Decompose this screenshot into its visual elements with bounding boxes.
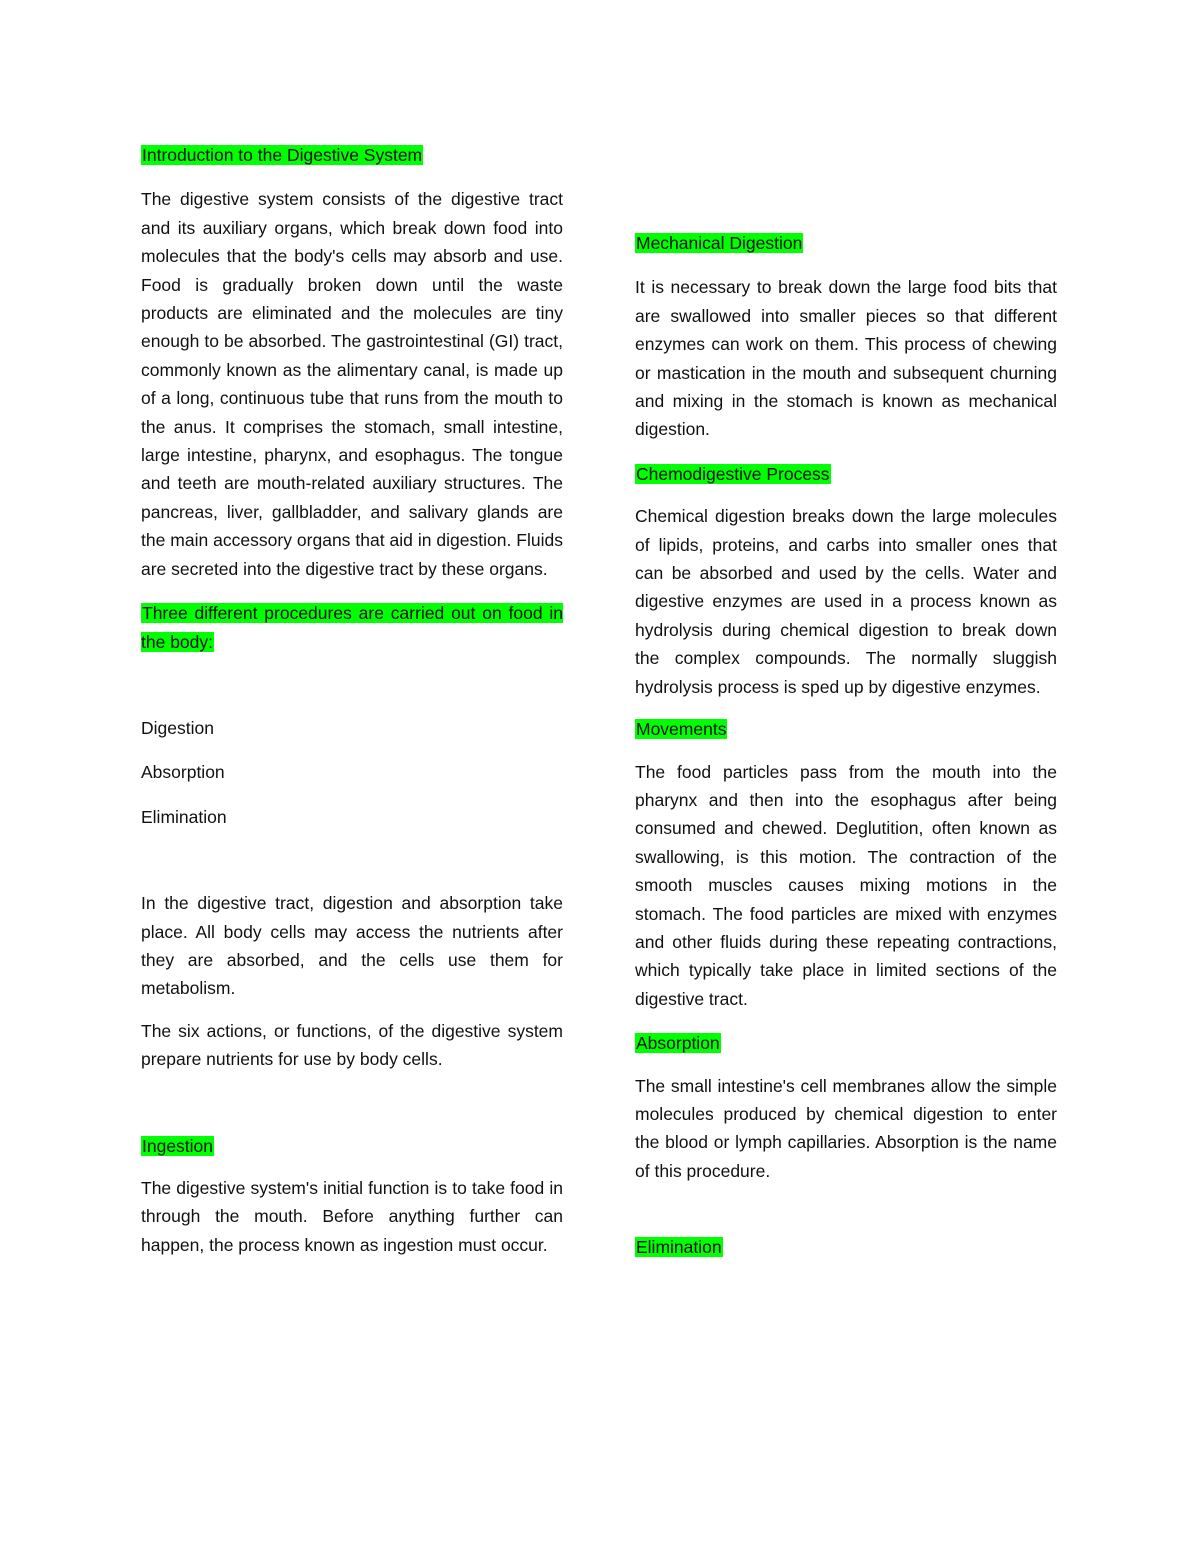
absorption-heading-text: Absorption	[636, 1033, 720, 1054]
absorption-paragraph: The small intestine's cell membranes allow the simple molecules produced by chemical digestion to enter the blood or lymph capillaries. Absorption is the name of this procedure.	[635, 1075, 1057, 1181]
mechanical-heading	[635, 229, 1057, 257]
procedure-item-digestion: Digestion	[141, 717, 214, 738]
movements-heading-text: Movements	[636, 719, 727, 740]
mechanical-heading-text: Mechanical Digestion	[636, 233, 803, 253]
ingestion-paragraph: The digestive system's initial function is to take food in through the mouth. Before anything further can happen, the process known as ingestion must occur.	[141, 1177, 563, 1255]
ingestion-heading-text: Ingestion	[142, 1135, 214, 1156]
ingestion-heading	[141, 1132, 563, 1160]
chemo-paragraph: Chemical digestion breaks down the large molecules of lipids, proteins, and carbs into smaller ones that can be absorbed and used by the cells. Water and digestive enzymes are used in a process known as hydrolysis during chemical digestion to break down the complex compounds. The normally sluggish hydrolysis process is sped up by digestive enzymes.	[635, 506, 1057, 697]
procedure-item-absorption: Absorption	[141, 762, 225, 783]
procedures-heading-text: Three different procedures are carried out on food in the body:	[141, 603, 563, 652]
right-column	[635, 229, 1057, 1262]
movements-heading	[635, 715, 1057, 743]
mechanical-paragraph: It is necessary to break down the large food bits that are swallowed into smaller pieces so that different enzymes can work on them. This process of chewing or mastication in the mouth and subsequent churning and mixing in the stomach is known as mechanical digestion.	[635, 277, 1057, 440]
elimination-heading-text: Elimination	[636, 1237, 722, 1258]
procedure-item-elimination: Elimination	[141, 806, 227, 827]
six-actions-paragraph: The six actions, or functions, of the digestive system prepare nutrients for use by body cells.	[141, 1020, 563, 1070]
tract-paragraph: In the digestive tract, digestion and absorption take place. All body cells may access the nutrients after they are absorbed, and the cells use them for metabolism.	[141, 893, 563, 999]
movements-paragraph: The food particles pass from the mouth into the pharynx and then into the esophagus after being consumed and chewed. Deglutition, often known as swallowing, is this motion. The contraction of the smooth muscles causes mixing motions in the stomach. The food particles are mixed with enzymes and other fluids during these repeating contractions, which typically take place in limited sections of the digestive tract.	[635, 761, 1057, 1009]
intro-heading	[141, 141, 563, 169]
left-column	[141, 141, 563, 1259]
procedures-heading	[141, 599, 563, 656]
chemo-heading-text: Chemodigestive Process	[636, 463, 830, 484]
absorption-heading	[635, 1029, 1057, 1057]
intro-heading-text: Introduction to the Digestive System	[142, 145, 423, 165]
elimination-heading	[635, 1233, 1057, 1261]
intro-paragraph: The digestive system consists of the digestive tract and its auxiliary organs, which break down food into molecules that the body's cells may absorb and use. Food is gradually broken down until the waste products are eliminated and the molecules are tiny enough to be absorbed. The gastrointestinal (GI) tract, commonly known as the alimentary canal, is made up of a long, continuous tube that runs from the mouth to the anus. It comprises the stomach, small intestine, large intestine, pharynx, and esophagus. The tongue and teeth are mouth-related auxiliary structures. The pancreas, liver, gallbladder, and salivary glands are the main accessory organs that aid in digestion. Fluids are secreted into the digestive tract by these organs.	[141, 189, 563, 579]
chemo-heading	[635, 460, 1057, 488]
